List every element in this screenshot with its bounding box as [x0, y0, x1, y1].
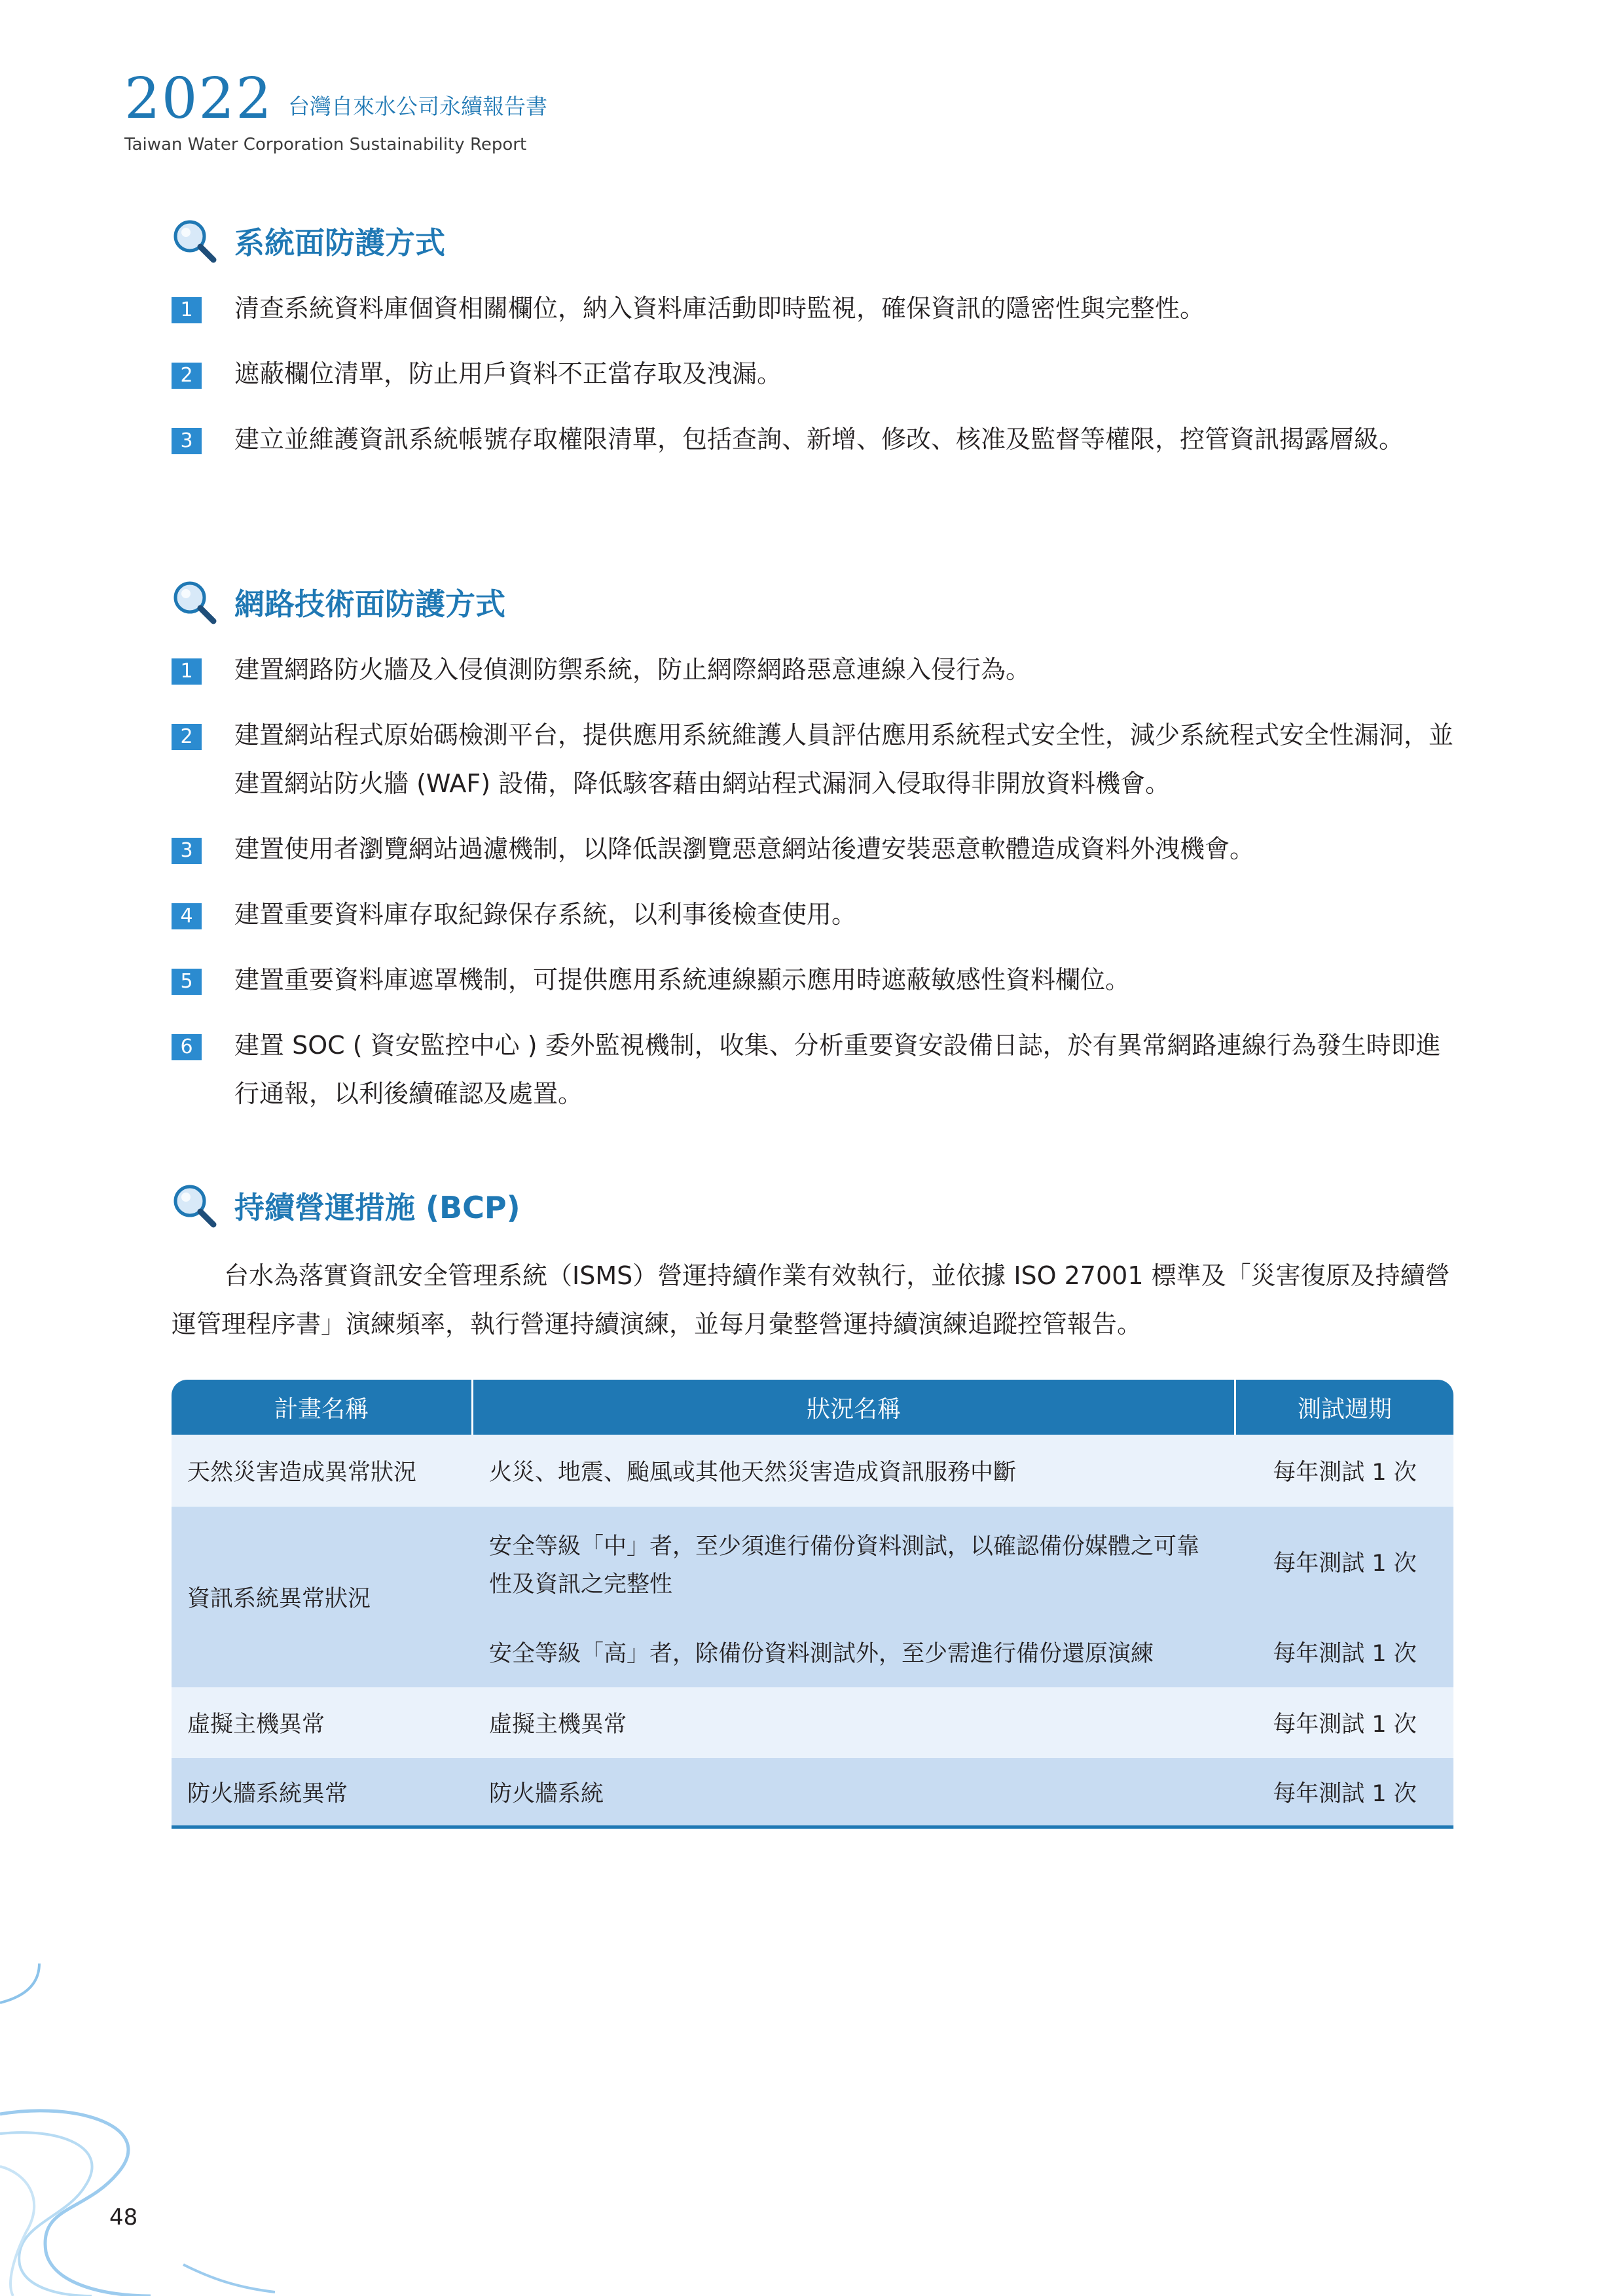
magnifier-icon: [172, 218, 217, 264]
item-text: 建置重要資料庫存取紀錄保存系統，以利事後檢查使用。: [234, 900, 857, 929]
item-number-badge: 5: [172, 969, 202, 995]
list-item: [172, 1021, 1465, 1118]
cell-cycle: 每年測試 1 次: [1236, 1687, 1453, 1758]
section-network-protection: [172, 576, 1465, 1118]
cell-cycle: 每年測試 1 次: [1236, 1617, 1453, 1687]
item-number-badge: 1: [172, 297, 202, 323]
report-title-en: Taiwan Water Corporation Sustainability Report: [124, 135, 527, 154]
table-row: [172, 1758, 1453, 1829]
page-number: 48: [109, 2204, 138, 2231]
magnifier-icon: [172, 1183, 217, 1229]
cell-cycle: 每年測試 1 次: [1236, 1507, 1453, 1617]
header-cycle: 測試週期: [1236, 1380, 1453, 1435]
bcp-table: [172, 1380, 1453, 1829]
table-row: [172, 1687, 1453, 1758]
item-text: 建置 SOC ( 資安監控中心 ) 委外監視機制，收集、分析重要資安設備日誌，於有異常網路連線行為發生時即進行通報，以利後續確認及處置。: [234, 1031, 1441, 1108]
report-year: 2022: [124, 66, 273, 132]
item-number-badge: 3: [172, 838, 202, 864]
cell-situation: 安全等級「中」者，至少須進行備份資料測試，以確認備份媒體之可靠性及資訊之完整性: [473, 1507, 1236, 1617]
report-title-zh: 台灣自來水公司永續報告書: [287, 94, 547, 119]
table-row: [172, 1507, 1453, 1617]
item-number-badge: 1: [172, 658, 202, 685]
report-header: [124, 66, 547, 154]
cell-plan: 防火牆系統異常: [172, 1758, 473, 1829]
item-text: 建置網路防火牆及入侵偵測防禦系統，防止網際網路惡意連線入侵行為。: [234, 655, 1031, 684]
list-item: [172, 825, 1465, 873]
item-number-badge: 3: [172, 428, 202, 454]
cell-cycle: 每年測試 1 次: [1236, 1435, 1453, 1507]
table-row: [172, 1435, 1453, 1507]
list-item: [172, 645, 1465, 694]
list-item: [172, 711, 1465, 808]
list-item: [172, 284, 1465, 332]
item-text: 建置使用者瀏覽網站過濾機制，以降低誤瀏覽惡意網站後遭安裝惡意軟體造成資料外洩機會。: [234, 834, 1255, 863]
item-number-badge: 2: [172, 724, 202, 750]
list-item: [172, 956, 1465, 1004]
paragraph-text: 台水為落實資訊安全管理系統（ISMS）營運持續作業有效執行，並依據 ISO 27001 標準及「災害復原及持續營運管理程序書」演練頻率，執行營運持續演練，並每月彙整營運持續演練追蹤控管報告。: [172, 1261, 1450, 1338]
decorative-wave-graphic: [0, 1957, 275, 2296]
section-title: 持續營運措施 (BCP): [234, 1190, 520, 1225]
list-item: [172, 415, 1465, 463]
item-text: 建置重要資料庫遮罩機制，可提供應用系統連線顯示應用時遮蔽敏感性資料欄位。: [234, 965, 1131, 994]
section-title: 系統面防護方式: [234, 225, 445, 260]
item-text: 清查系統資料庫個資相關欄位，納入資料庫活動即時監視，確保資訊的隱密性與完整性。: [234, 294, 1205, 323]
section-bcp: [172, 1179, 1465, 1232]
cell-plan: 資訊系統異常狀況: [172, 1507, 473, 1687]
list-item: [172, 890, 1465, 939]
item-number-badge: 6: [172, 1034, 202, 1060]
header-situation: 狀況名稱: [473, 1380, 1236, 1435]
cell-situation: 火災、地震、颱風或其他天然災害造成資訊服務中斷: [473, 1435, 1236, 1507]
cell-situation: 防火牆系統: [473, 1758, 1236, 1829]
cell-cycle: 每年測試 1 次: [1236, 1758, 1453, 1829]
cell-plan: 天然災害造成異常狀況: [172, 1435, 473, 1507]
item-text: 建立並維護資訊系統帳號存取權限清單，包括查詢、新增、修改、核准及監督等權限，控管資訊揭露層級。: [234, 425, 1404, 454]
item-text: 遮蔽欄位清單，防止用戶資料不正當存取及洩漏。: [234, 359, 782, 388]
cell-situation: 虛擬主機異常: [473, 1687, 1236, 1758]
item-text: 建置網站程式原始碼檢測平台，提供應用系統維護人員評估應用系統程式安全性，減少系統程式安全性漏洞，並建置網站防火牆 (WAF) 設備，降低駭客藉由網站程式漏洞入侵取得非開放資料機會。: [234, 721, 1454, 798]
cell-situation: 安全等級「高」者，除備份資料測試外，至少需進行備份還原演練: [473, 1617, 1236, 1687]
section-system-protection: [172, 215, 1465, 463]
list-item: [172, 350, 1465, 398]
header-plan: 計畫名稱: [172, 1380, 473, 1435]
item-number-badge: 2: [172, 363, 202, 389]
cell-plan: 虛擬主機異常: [172, 1687, 473, 1758]
bcp-paragraph: [172, 1251, 1465, 1348]
item-number-badge: 4: [172, 903, 202, 929]
magnifier-icon: [172, 579, 217, 625]
section-title: 網路技術面防護方式: [234, 586, 505, 622]
table-header-row: [172, 1380, 1453, 1435]
